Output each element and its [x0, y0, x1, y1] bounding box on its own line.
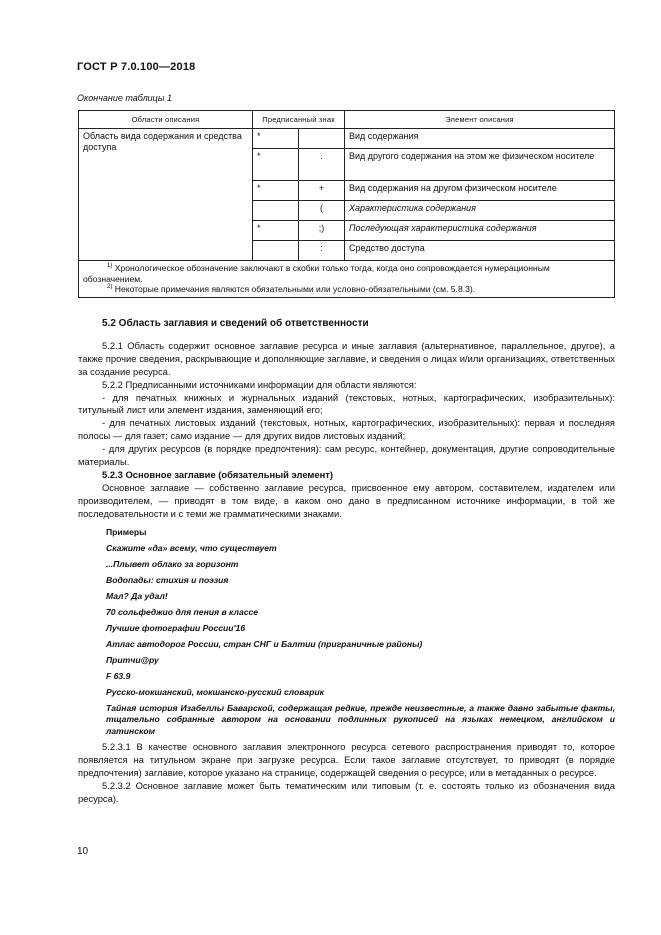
column-header-element: Элемент описания [345, 111, 615, 129]
sign-cell: ( [299, 201, 345, 221]
example-item: Притчи@ру [106, 654, 159, 665]
element-cell: Средство доступа [345, 241, 615, 261]
footnote-1 [83, 263, 610, 284]
table-header-row [79, 111, 615, 129]
paragraph: 5.2.1 Область содержит основное заглавие ресурса и иные заглавия (альтернативное, параллельное, другое), а также прочие сведения, раскрывающие и дополняющие заглавие, и сведения о лицах и/или организациях, ответственных за создание ресурса. [78, 339, 615, 377]
element-cell: Вид содержания на другом физическом носителе [345, 181, 615, 201]
example-item: Русско-мокшанский, мокшанско-русский словарик [106, 686, 324, 697]
sign-cell [299, 129, 345, 149]
sign-cell: * [253, 221, 299, 241]
paragraph: 5.2.3.1 В качестве основного заглавия электронного ресурса сетевого распространения приводят то, которое появляется на титульном экране при загрузке ресурса. Если такое заглавие отсутствует, то приводят (в порядке предпочтения) заглавие, которое указано на странице, содержащей сведения о ресурсе, или в метаданных о ресурсе. [78, 741, 615, 778]
document-header: ГОСТ Р 7.0.100—2018 [77, 61, 196, 73]
sign-cell: * [253, 149, 299, 181]
element-cell: Вид другого содержания на этом же физическом носителе [345, 149, 615, 181]
paragraph: 5.2.2 Предписанными источниками информации для области являются: [102, 378, 417, 390]
example-item-long: Тайная история Изабеллы Баварской, содержащая редкие, прежде неизвестные, а также давно забытые факты, тщательно собранные автором на основании подлинных рукописей на языках немецком, английском и латинском [106, 702, 615, 736]
sign-cell: * [253, 129, 299, 149]
paragraph: 5.2.3.2 Основное заглавие может быть тематическим или типовым (т. е. состоять только из обозначения вида ресурса). [78, 779, 615, 804]
paragraph: Основное заглавие — собственно заглавие ресурса, присвоенное ему автором, составителем, издателем или производителем, — приводят в том виде, в каком оно дано в предписанном источнике информации, в той же последовательности и с теми же грамматическими знаками. [78, 481, 615, 519]
column-header-sign: Предписанный знак [253, 111, 345, 129]
table-notes-row [79, 261, 615, 298]
element-cell: Вид содержания [345, 129, 615, 149]
element-cell: Характеристика содержания [345, 201, 615, 221]
table-caption: Окончание таблицы 1 [77, 93, 172, 103]
area-cell: Область вида содержания и средства доступа [79, 129, 253, 261]
sign-cell: * [253, 181, 299, 201]
footnote-2 [83, 284, 610, 295]
document-body [78, 318, 615, 806]
paragraph: - для печатных книжных и журнальных изданий (текстовых, нотных, картографических, изобразительных): титульный лист или элемент издания, заменяющий его; [78, 391, 615, 416]
sign-cell: : [299, 241, 345, 261]
paragraph: - для других ресурсов (в порядке предпочтения): сам ресурс, контейнер, документация, другие сопроводительные материалы. [78, 443, 615, 468]
footnote-text: Хронологическое обозначение заключают в скобки только тогда, когда оно сопровождается нумерационным обозначением. [83, 263, 550, 284]
sign-cell: ;) [299, 221, 345, 241]
examples-label: Примеры [106, 526, 147, 537]
example-item: 70 сольфеджио для пения в классе [106, 606, 259, 617]
example-item: Скажите «да» всему, что существует [106, 542, 277, 553]
example-item: Атлас автодорог России, стран СНГ и Балтии (приграничные районы) [106, 638, 423, 649]
sign-cell [253, 201, 299, 221]
example-item: F 63.9 [106, 670, 131, 681]
footnote-text: Некоторые примечания являются обязательными или условно-обязательными (см. 5.8.3). [114, 284, 476, 295]
example-item: Водопады: стихия и поэзия [106, 574, 229, 585]
example-item: Мал? Да удал! [106, 590, 168, 601]
sign-cell: + [299, 181, 345, 201]
page-number: 10 [77, 846, 89, 857]
paragraph: - для печатных листовых изданий (текстовых, нотных, картографических, изобразительных): первая и последняя полосы — для газет; само издание — для других видов листовых изданий; [78, 417, 615, 442]
subsection-heading: 5.2.3 Основное заглавие (обязательный элемент) [102, 468, 333, 480]
element-cell: Последующая характеристика содержания [345, 221, 615, 241]
example-item: ...Плывет облако за горизонт [106, 558, 239, 569]
section-heading: 5.2 Область заглавия и сведений об ответственности [102, 318, 369, 329]
example-item: Лучшие фотографии России'16 [106, 622, 246, 633]
table-notes [79, 261, 615, 298]
sign-cell [253, 241, 299, 261]
table-row [79, 129, 615, 149]
description-table [78, 110, 615, 298]
column-header-area: Области описания [79, 111, 253, 129]
sign-cell: . [299, 149, 345, 181]
footnote-mark: 2) [107, 284, 113, 291]
footnote-mark: 1) [107, 263, 113, 269]
